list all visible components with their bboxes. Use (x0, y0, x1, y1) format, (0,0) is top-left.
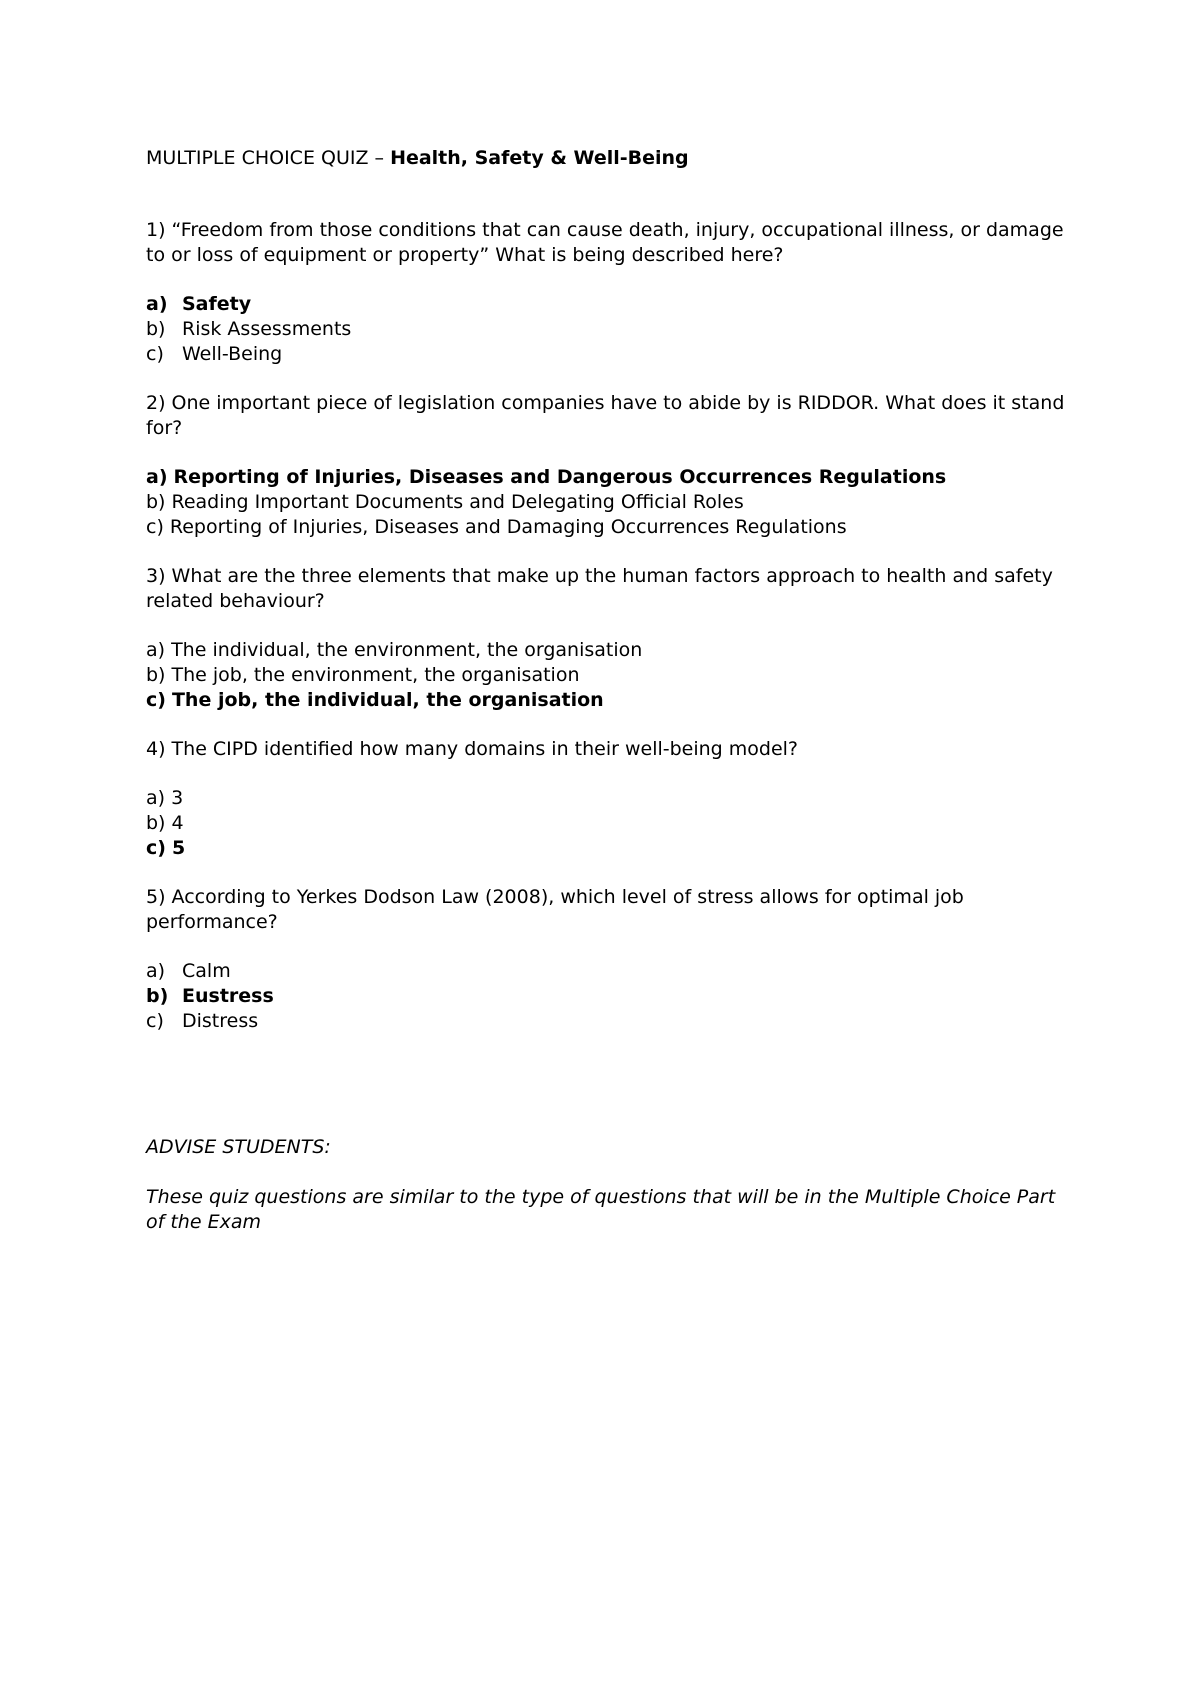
options-3 (146, 638, 1076, 713)
option-text: Well-Being (182, 343, 283, 365)
option-2c (146, 515, 1076, 540)
option-1a (146, 292, 1076, 317)
option-text: The job, the individual, the organisation (171, 689, 604, 711)
option-2b (146, 490, 1076, 515)
option-text: Distress (182, 1010, 259, 1032)
option-letter: c) (146, 689, 166, 711)
option-5a (146, 959, 1076, 984)
option-4b (146, 811, 1076, 836)
option-text: Reading Important Documents and Delegating Official Roles (171, 491, 744, 513)
option-letter: b) (146, 812, 166, 834)
option-letter: a) (146, 960, 166, 982)
option-5b (146, 984, 1076, 1009)
option-3c (146, 688, 1076, 713)
advise-label: ADVISE STUDENTS: (146, 1136, 331, 1158)
option-letter: c) (146, 516, 164, 538)
option-3a (146, 638, 1076, 663)
question-1: 1) “Freedom from those conditions that can cause death, injury, occupational illness, or damage to or loss of equipment or property” What is being described here? (146, 219, 1064, 266)
option-4a (146, 786, 1076, 811)
option-text: 5 (171, 837, 186, 859)
options-5 (146, 959, 1076, 1034)
options-4 (146, 786, 1076, 861)
option-letter: c) (146, 837, 166, 859)
option-text: The individual, the environment, the organisation (171, 639, 643, 661)
option-letter: b) (146, 318, 166, 340)
question-5: 5) According to Yerkes Dodson Law (2008), which level of stress allows for optimal job performance? (146, 886, 964, 933)
option-3b (146, 663, 1076, 688)
option-letter: b) (146, 985, 169, 1007)
question-3: 3) What are the three elements that make up the human factors approach to health and safety related behaviour? (146, 565, 1053, 612)
option-letter: a) (146, 466, 168, 488)
options-1 (146, 292, 1076, 367)
option-letter: c) (146, 1010, 164, 1032)
page-title (146, 146, 1076, 171)
option-1c (146, 342, 1076, 367)
option-letter: a) (146, 787, 166, 809)
option-text: Calm (182, 960, 231, 982)
option-text: 3 (171, 787, 184, 809)
option-letter: b) (146, 491, 166, 513)
option-text: The job, the environment, the organisation (171, 664, 580, 686)
question-2: 2) One important piece of legislation companies have to abide by is RIDDOR. What does it stand for? (146, 392, 1065, 439)
option-text: Reporting of Injuries, Diseases and Damaging Occurrences Regulations (169, 516, 847, 538)
option-text: Safety (182, 293, 252, 315)
document-page (146, 146, 1076, 1235)
title-prefix: MULTIPLE CHOICE QUIZ – (146, 147, 391, 169)
option-text: Risk Assessments (182, 318, 352, 340)
title-topic: Health, Safety & Well-Being (390, 147, 689, 169)
option-text: Eustress (182, 985, 274, 1007)
option-5c (146, 1009, 1076, 1034)
option-2a (146, 465, 1076, 490)
option-letter: c) (146, 343, 164, 365)
option-1b (146, 317, 1076, 342)
option-text: 4 (171, 812, 184, 834)
options-2 (146, 465, 1076, 540)
option-4c (146, 836, 1076, 861)
option-letter: a) (146, 293, 168, 315)
option-letter: b) (146, 664, 166, 686)
option-text: Reporting of Injuries, Diseases and Dangerous Occurrences Regulations (173, 466, 947, 488)
option-letter: a) (146, 639, 166, 661)
question-4: 4) The CIPD identified how many domains in their well-being model? (146, 738, 799, 760)
advise-text: These quiz questions are similar to the type of questions that will be in the Multiple Choice Part of the Exam (146, 1186, 1056, 1233)
